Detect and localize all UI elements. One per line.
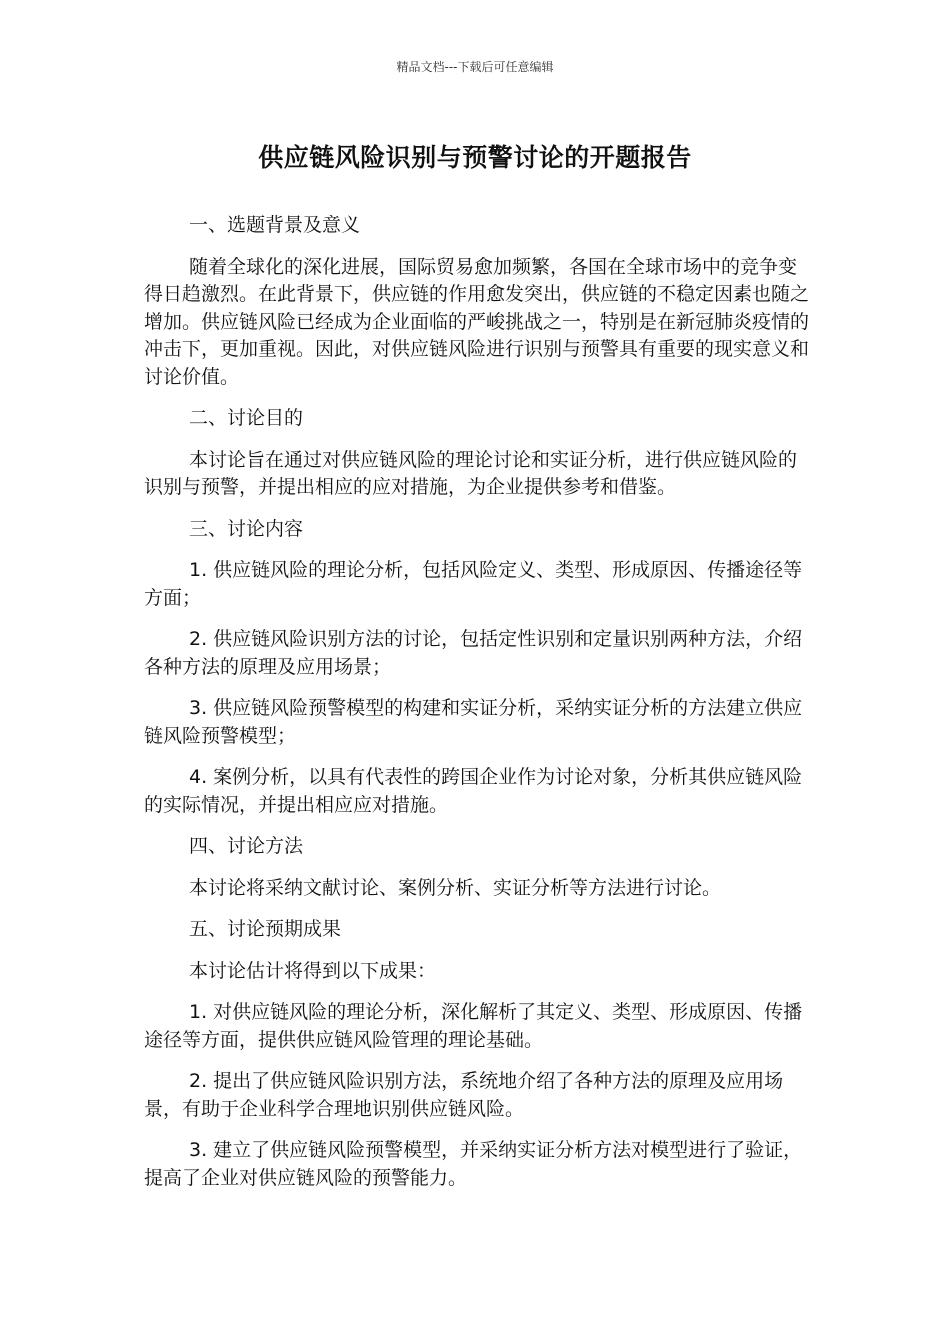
section-heading-purpose: 二、讨论目的: [189, 407, 304, 429]
list-item-content: 4. 案例分析，以具有代表性的跨国企业作为讨论对象，分析其供应链风险的实际情况，并提出相应应对措施。: [144, 766, 803, 816]
list-item-outcome: 3. 建立了供应链风险预警模型，并采纳实证分析方法对模型进行了验证，提高了企业对供应链风险的预警能力。: [144, 1139, 803, 1189]
page-title: 供应链风险识别与预警讨论的开题报告: [258, 143, 692, 172]
list-item-content: 1. 供应链风险的理论分析，包括风险定义、类型、形成原因、传播途径等方面；: [144, 559, 803, 609]
document-body: [144, 212, 812, 1206]
section-heading-method: 四、讨论方法: [189, 835, 304, 857]
list-item-outcome: 1. 对供应链风险的理论分析，深化解析了其定义、类型、形成原因、传播途径等方面，提供供应链风险管理的理论基础。: [144, 1001, 803, 1051]
list-item-outcome: 2. 提出了供应链风险识别方法，系统地介绍了各种方法的原理及应用场景，有助于企业科学合理地识别供应链风险。: [144, 1070, 784, 1120]
header-note: 精品文档---下载后可任意编辑: [396, 60, 554, 74]
paragraph-outcomes-intro: 本讨论估计将得到以下成果：: [189, 959, 437, 982]
paragraph-method: 本讨论将采纳文献讨论、案例分析、实证分析等方法进行讨论。: [189, 876, 722, 899]
list-item-content: 2. 供应链风险识别方法的讨论，包括定性识别和定量识别两种方法，介绍各种方法的原理及应用场景；: [144, 628, 803, 678]
list-item-content: 3. 供应链风险预警模型的构建和实证分析，采纳实证分析的方法建立供应链风险预警模型；: [144, 697, 803, 747]
section-heading-content: 三、讨论内容: [189, 517, 304, 540]
section-heading-background: 一、选题背景及意义: [189, 214, 361, 236]
paragraph-purpose: 本讨论旨在通过对供应链风险的理论讨论和实证分析，进行供应链风险的识别与预警，并提出相应的应对措施，为企业提供参考和借鉴。: [144, 448, 798, 498]
paragraph-background: 随着全球化的深化进展，国际贸易愈加频繁，各国在全球市场中的竞争变得日趋激烈。在此背景下，供应链的作用愈发突出，供应链的不稳定因素也随之增加。供应链风险已经成为企业面临的严峻挑战之一，特别是在新冠肺炎疫情的冲击下，更加重视。因此，对供应链风险进行识别与预警具有重要的现实意义和讨论价值。: [144, 255, 810, 388]
section-heading-outcomes: 五、讨论预期成果: [189, 918, 342, 940]
